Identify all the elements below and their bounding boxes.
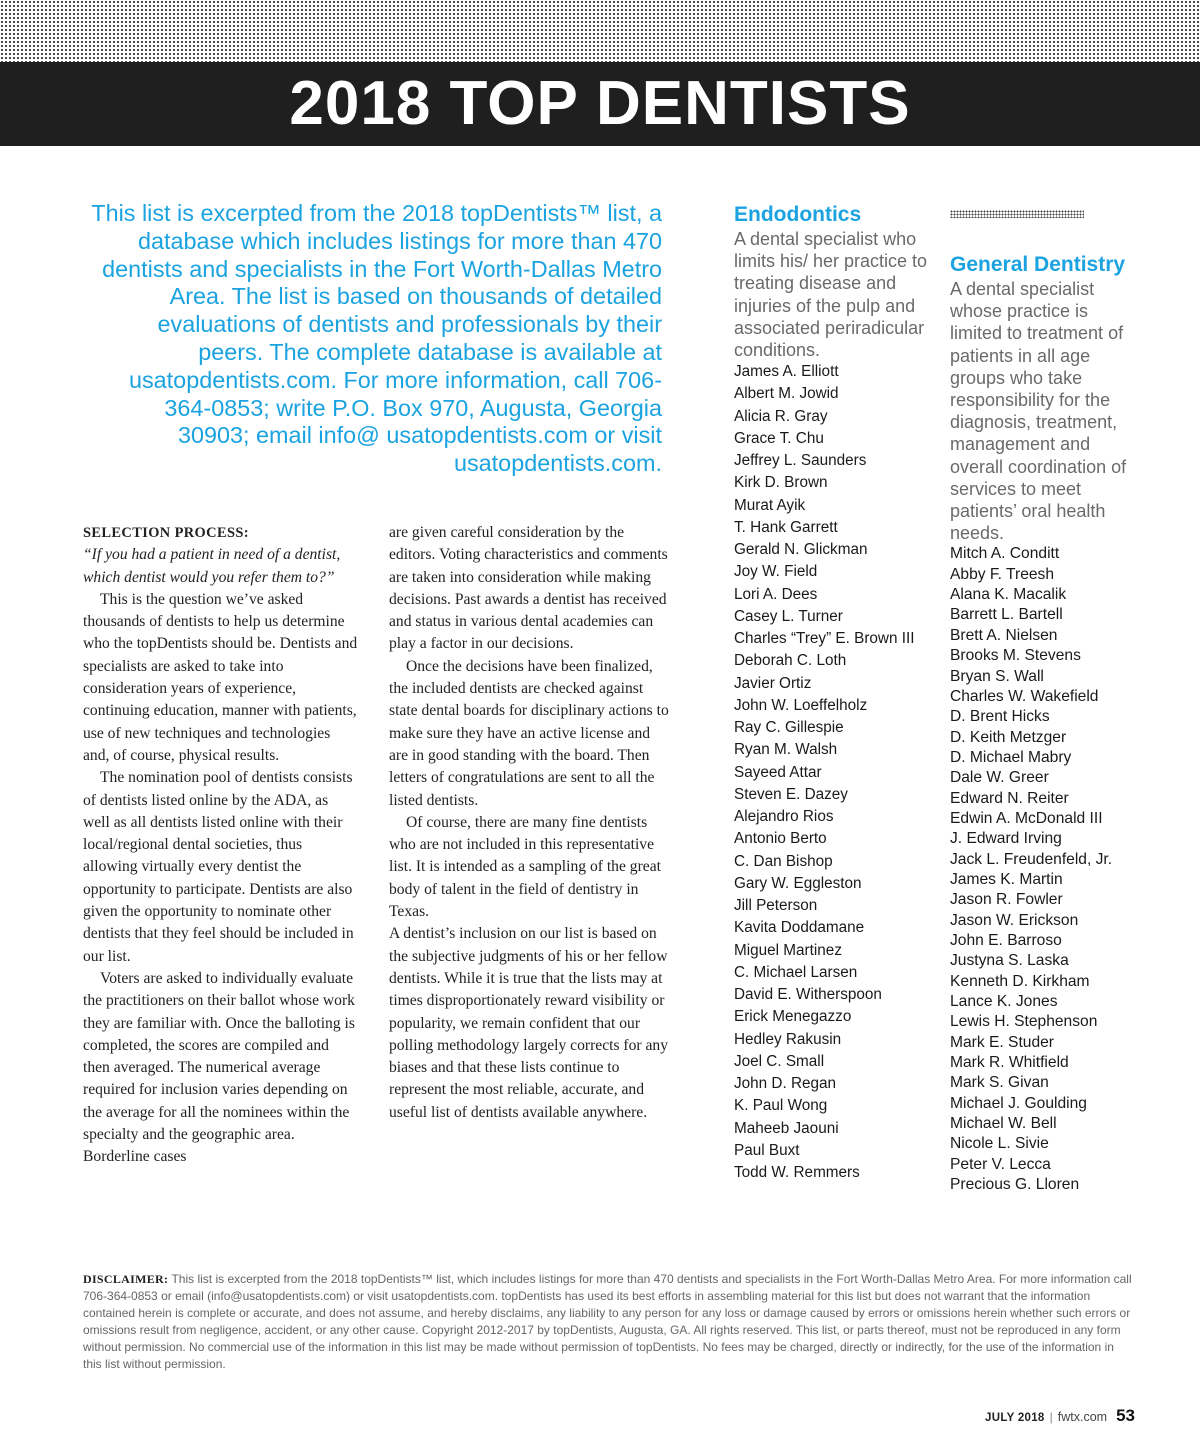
dentist-name: Jeffrey L. Saunders (734, 452, 867, 470)
selection-col1-paragraphs (83, 589, 358, 1169)
disclaimer-label: DISCLAIMER: (83, 1272, 169, 1286)
endodontics-section (734, 202, 934, 1184)
dentist-name: Lance K. Jones (950, 993, 1058, 1010)
endodontics-heading: Endodontics (734, 203, 862, 226)
dentist-name: Bryan S. Wall (950, 667, 1044, 685)
selection-continuation: are given careful consideration by the editors. Voting characteristics and comments are taken into consideration while making decisions. Past awards a dentist has received and status in various dental academies can play a factor in our decisions. (389, 524, 668, 653)
page-folio (980, 1406, 1135, 1426)
dentist-name: Barrett L. Bartell (950, 606, 1063, 624)
dentist-name: Precious G. Lloren (950, 1176, 1080, 1194)
folio-site: fwtx.com (1057, 1410, 1108, 1424)
dentist-name: Alicia R. Gray (734, 407, 828, 425)
title-banner (0, 62, 1200, 146)
dentist-name: Lori A. Dees (734, 585, 818, 603)
selection-paragraph: This is the question we’ve asked thousands of dentists to help us determine who the topDentists should be. Dentists and specialists are asked to take into consideration years of experience, continuing education, manner with patients, use of new techniques and technologies and, of course, physical results. (83, 590, 358, 764)
dentist-name: Jason W. Erickson (950, 911, 1079, 929)
selection-paragraph: Voters are asked to individually evaluate the practitioners on their ballot whose work they are familiar with. Once the balloting is completed, the scores are compiled and then averaged. The numerical average required for inclusion varies depending on the average for all the nominees within the specialty and the geographic area. Borderline cases (83, 969, 355, 1166)
dentist-name: Kenneth D. Kirkham (950, 972, 1090, 990)
dentist-name: Paul Buxt (734, 1141, 800, 1159)
selection-heading: SELECTION PROCESS: (83, 525, 249, 541)
folio-month: JULY 2018 (985, 1412, 1045, 1424)
general-dentistry-description: A dental specialist whose practice is limited to treatment of patients in all age groups who take responsibility for the diagnosis, treatment, management and overall coordination of services to meet patients’ oral health needs. (950, 279, 1127, 544)
dentist-name: T. Hank Garrett (734, 518, 838, 536)
dentist-name: Javier Ortiz (734, 674, 812, 692)
dentist-name: John D. Regan (734, 1075, 837, 1093)
dentist-name: Mark R. Whitfield (950, 1054, 1069, 1072)
selection-col2-paragraphs (389, 656, 669, 924)
dentist-name: Alana K. Macalik (950, 586, 1067, 604)
dentist-name: Mark S. Givan (950, 1074, 1049, 1092)
general-dentistry-heading: General Dentistry (950, 253, 1126, 276)
dentist-name: Edwin A. McDonald III (950, 809, 1103, 827)
dentist-name: C. Michael Larsen (734, 963, 858, 981)
dentist-name: Sayeed Attar (734, 763, 822, 781)
dentist-name: Casey L. Turner (734, 607, 843, 625)
dentist-name: Erick Menegazzo (734, 1008, 852, 1026)
selection-quote: “If you had a patient in need of a dentist, which dentist would you refer them to?” (83, 546, 341, 586)
selection-column-2 (389, 522, 669, 1124)
endodontics-list (734, 361, 934, 1184)
dentist-name: Gerald N. Glickman (734, 541, 868, 559)
dentist-name: Justyna S. Laska (950, 952, 1069, 970)
selection-final-paragraph: A dentist’s inclusion on our list is based on the subjective judgments of his or her fellow dentists. While it is true that the lists may at times disproportionately reward visibility or popularity, we remain confident that our polling methodology largely corrects for any biases and that these lists continue to represent the most reliable, accurate, and useful list of dentists available anywhere. (389, 925, 669, 1121)
dentist-name: Antonio Berto (734, 830, 827, 848)
dentist-name: Charles W. Wakefield (950, 687, 1099, 705)
dentist-name: D. Keith Metzger (950, 728, 1067, 746)
dentist-name: Ray C. Gillespie (734, 719, 844, 737)
dentist-name: Brooks M. Stevens (950, 647, 1081, 665)
dentist-name: C. Dan Bishop (734, 852, 833, 870)
dentist-name: Todd W. Remmers (734, 1164, 860, 1182)
dentist-name: Dale W. Greer (950, 769, 1049, 787)
general-dentistry-list (950, 544, 1140, 1195)
dentist-name: Deborah C. Loth (734, 652, 847, 670)
dentist-name: Steven E. Dazey (734, 785, 848, 803)
dentist-name: Brett A. Nielsen (950, 626, 1058, 644)
disclaimer-text: This list is excerpted from the 2018 topDentists™ list, which includes listings for more than 470 dentists and specialists in the Fort Worth-Dallas Metro Area. For more information call 706-364-0853 or email (info@usatopdentists.com) or visit usatopdentists.com. topDentists has used its best efforts in assembling material for this list but does not warrant that the information contained herein is complete or accurate, and does not assume, and hereby disclaims, any liability to any person for any loss or damage caused by errors or omissions herein whether such errors or omissions result from negligence, accident, or any other cause. Copyright 2012-2017 by topDentists, Augusta, GA. All rights reserved. This list, or parts thereof, must not be reproduced in any form without permission. No commercial use of the information in this list may be made without permission of topDentists. No fees may be charged, directly or indirectly, for the use of the information in this list without permission. (83, 1272, 1132, 1371)
dentist-name: Albert M. Jowid (734, 385, 839, 403)
dentist-name: Maheeb Jaouni (734, 1119, 839, 1137)
dentist-name: Jason R. Fowler (950, 891, 1063, 909)
dentist-name: Jill Peterson (734, 897, 818, 915)
dentist-name: Charles “Trey” E. Brown III (734, 630, 915, 648)
dentist-name: J. Edward Irving (950, 830, 1062, 848)
dentist-name: Abby F. Treesh (950, 565, 1055, 583)
dentist-name: Miguel Martinez (734, 941, 842, 959)
page-number: 53 (1116, 1406, 1135, 1425)
dentist-name: Michael W. Bell (950, 1115, 1057, 1133)
selection-column-1 (83, 522, 358, 1169)
dentist-name: John W. Loeffelholz (734, 696, 868, 714)
selection-paragraph: Once the decisions have been finalized, the included dentists are checked against state dental boards for disciplinary actions to make sure they have an active license and are in good standing with the board. Then letters of congratulations are sent to all the listed dentists. (389, 657, 669, 809)
endodontics-description: A dental specialist who limits his/ her practice to treating disease and injuries of the pulp and associated periradicular conditions. (734, 229, 928, 361)
dentist-name: D. Brent Hicks (950, 708, 1050, 726)
dentist-name: Edward N. Reiter (950, 789, 1069, 807)
selection-paragraph: Of course, there are many fine dentists who are not included in this representative list. It is intended as a sampling of the great body of talent in the field of dentistry in Texas. (389, 813, 661, 921)
dentist-name: David E. Witherspoon (734, 986, 882, 1004)
dentist-name: Lewis H. Stephenson (950, 1013, 1098, 1031)
general-dentistry-section (950, 252, 1140, 1195)
dentist-name: Kirk D. Brown (734, 474, 828, 492)
dentist-name: Alejandro Rios (734, 808, 834, 826)
dentist-name: Ryan M. Walsh (734, 741, 838, 759)
dentist-name: Hedley Rakusin (734, 1030, 842, 1048)
disclaimer (83, 1271, 1135, 1372)
dentist-name: Kavita Doddamane (734, 919, 865, 937)
dentist-name: Murat Ayik (734, 496, 806, 514)
page-title: 2018 TOP DENTISTS (289, 69, 911, 138)
dentist-name: John E. Barroso (950, 931, 1062, 949)
selection-paragraph: The nomination pool of dentists consists of dentists listed online by the ADA, as well as all dentists listed online with their local/regional dental societies, thus allowing virtually every dentist the opportunity to participate. Dentists are also given the opportunity to nominate other dentists that they feel should be included in our list. (83, 769, 354, 965)
dentist-name: Joel C. Small (734, 1052, 825, 1070)
dotted-rule (950, 210, 1084, 218)
dentist-name: Peter V. Lecca (950, 1155, 1051, 1173)
dentist-name: James A. Elliott (734, 363, 839, 381)
dentist-name: D. Michael Mabry (950, 748, 1072, 766)
dentist-name: Grace T. Chu (734, 429, 824, 447)
dentist-name: Mitch A. Conditt (950, 545, 1060, 563)
folio-separator: | (1049, 1410, 1053, 1424)
dentist-name: Gary W. Eggleston (734, 874, 862, 892)
dentist-name: Nicole L. Sivie (950, 1135, 1049, 1153)
dentist-name: Jack L. Freudenfeld, Jr. (950, 850, 1113, 868)
intro-paragraph: This list is excerpted from the 2018 topDentists™ list, a database which includes listings for more than 470 dentists and specialists in the Fort Worth-Dallas Metro Area. The list is based on thousands of detailed evaluations of dentists and professionals by their peers. The complete database is available at usatopdentists.com. For more information, call 706-364-0853; write P.O. Box 970, Augusta, Georgia 30903; email info@ usatopdentists.com or visit usatopdentists.com. (91, 200, 662, 477)
halftone-header-band (0, 0, 1200, 62)
dentist-name: Michael J. Goulding (950, 1094, 1087, 1112)
dentist-name: K. Paul Wong (734, 1097, 828, 1115)
dentist-name: Joy W. Field (734, 563, 818, 581)
dentist-name: Mark E. Studer (950, 1033, 1054, 1051)
dentist-name: James K. Martin (950, 870, 1063, 888)
